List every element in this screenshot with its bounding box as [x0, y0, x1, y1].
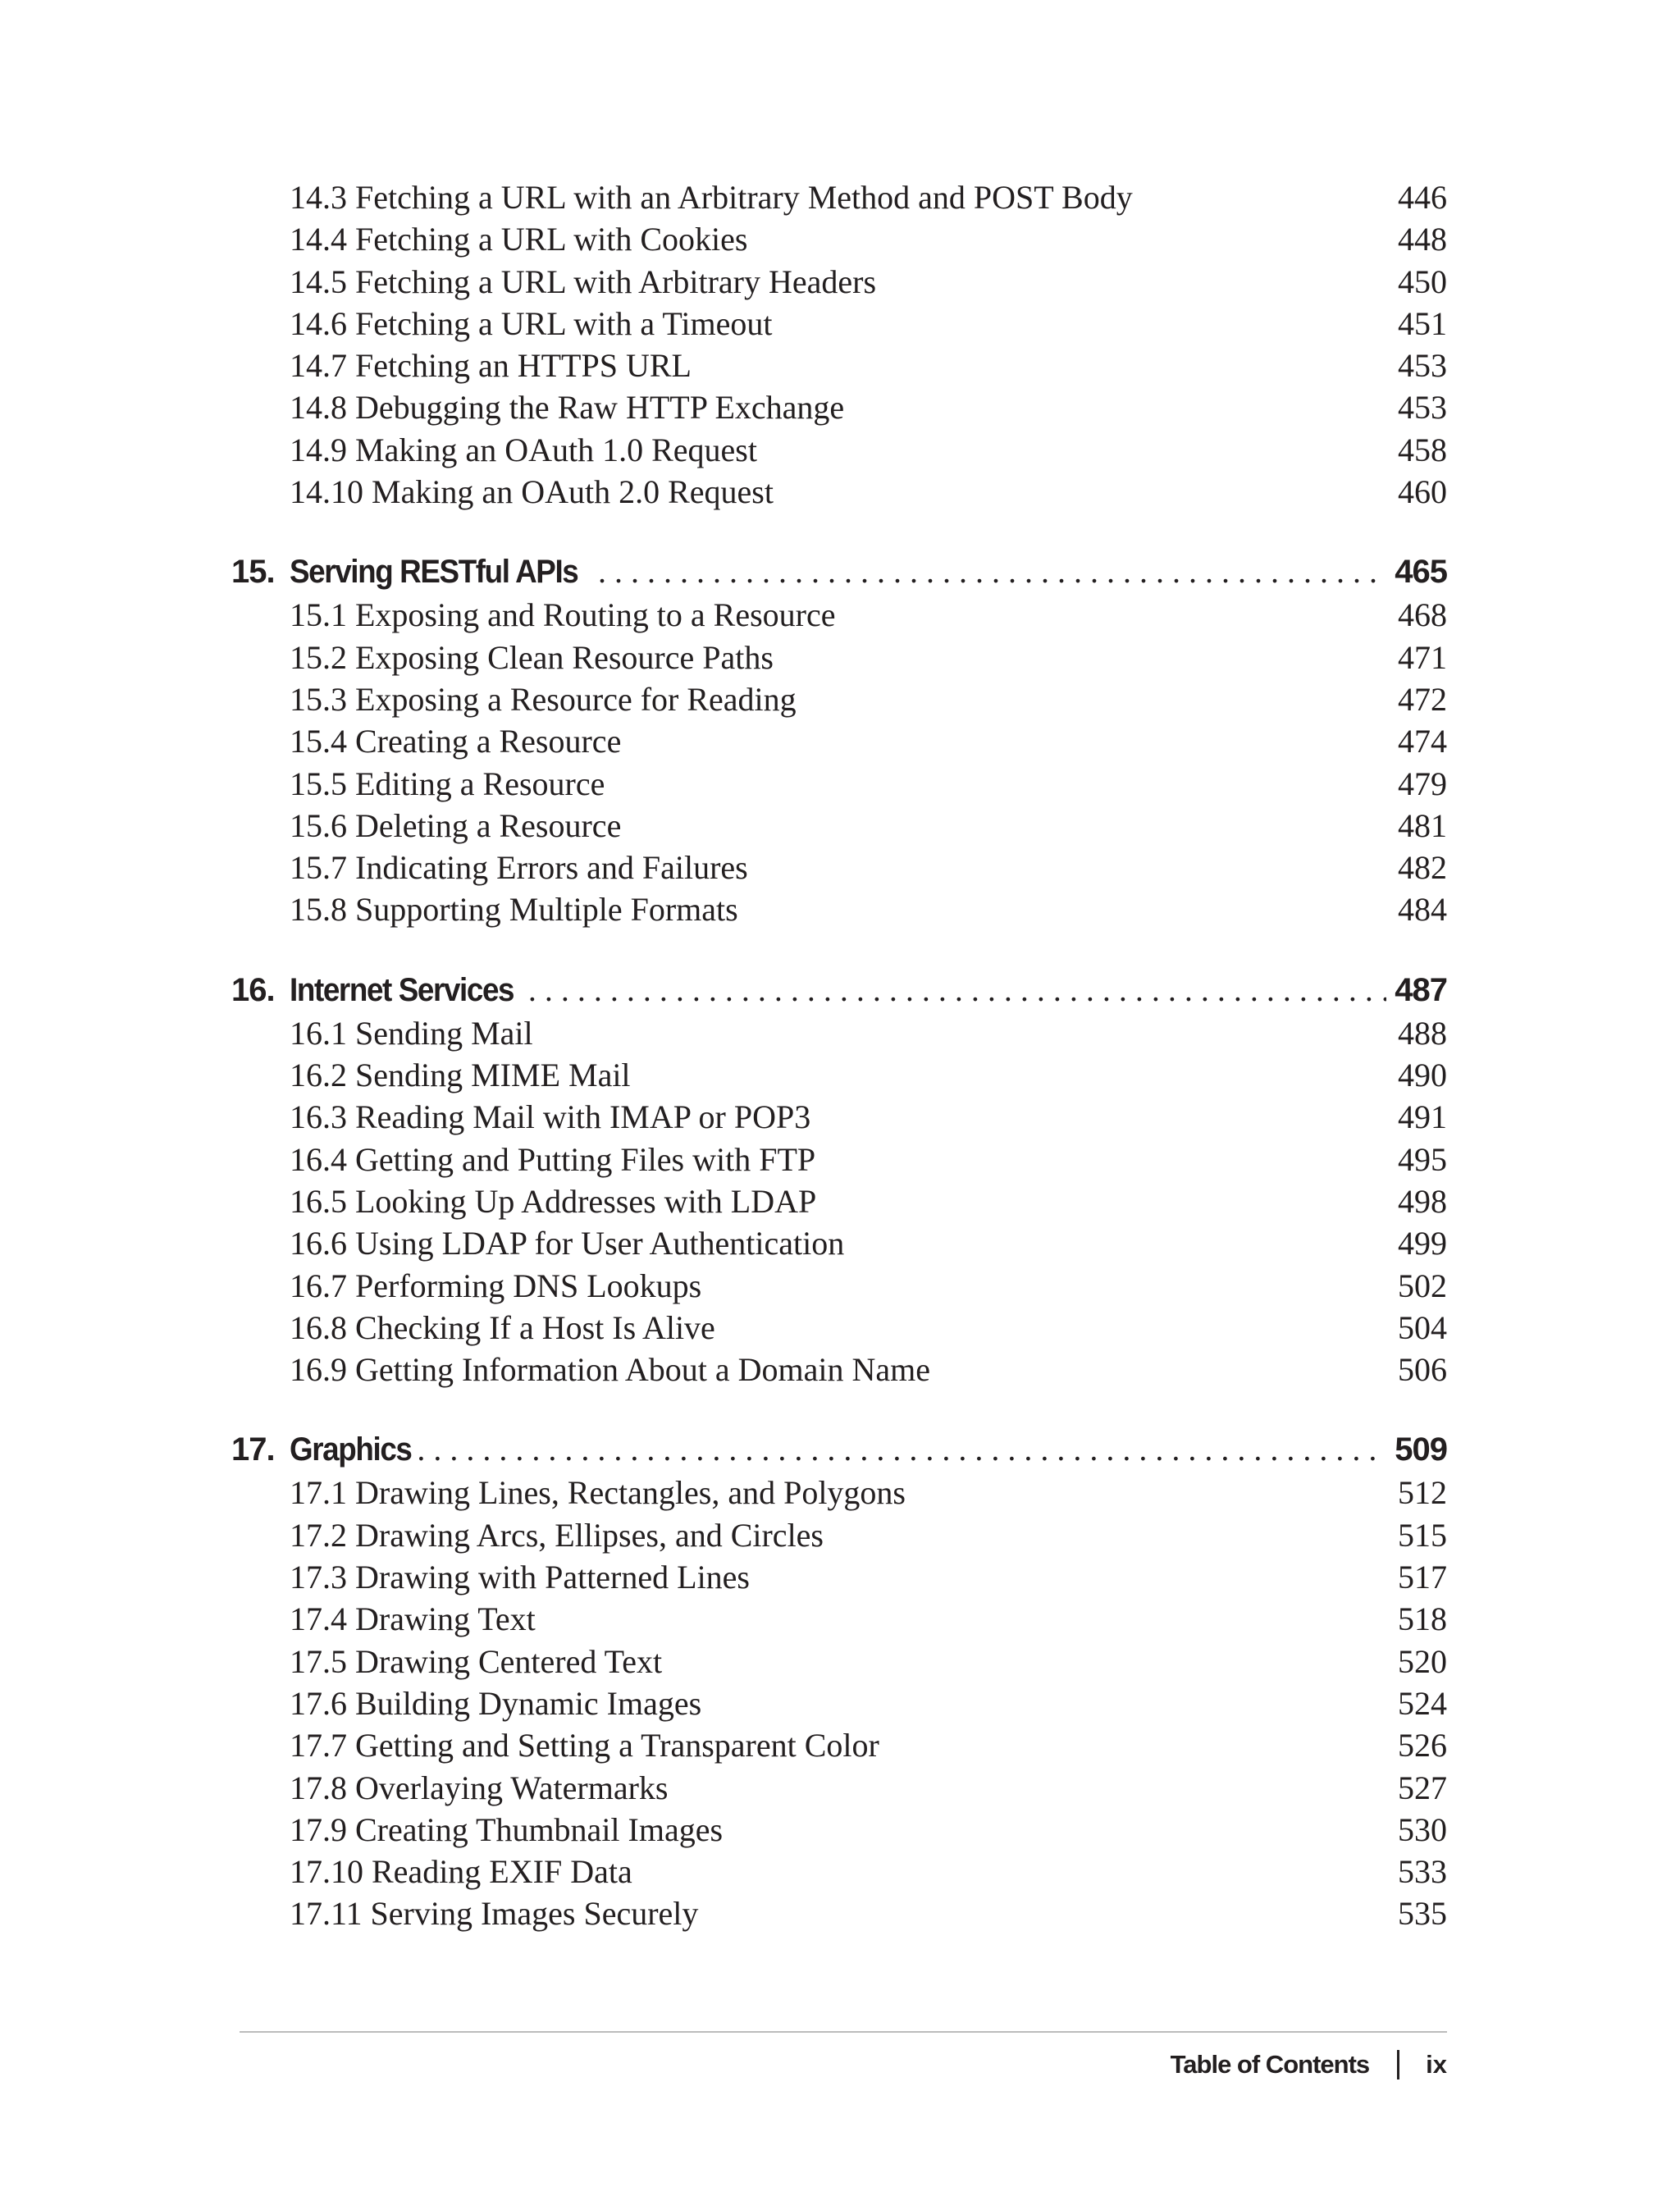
entry-title: 17.11 Serving Images Securely — [290, 1895, 699, 1933]
chapter-line — [290, 1427, 1447, 1472]
toc-entry[interactable] — [231, 1598, 1447, 1640]
toc-entry[interactable] — [231, 1472, 1447, 1513]
toc-entry[interactable] — [231, 176, 1447, 218]
chapter-heading[interactable] — [231, 1427, 1447, 1472]
entry-page-number: 484 — [1398, 891, 1447, 929]
toc-entry[interactable] — [231, 303, 1447, 345]
entry-title: 17.3 Drawing with Patterned Lines — [290, 1559, 750, 1596]
entry-page-number: 495 — [1398, 1140, 1447, 1178]
toc-entry[interactable] — [231, 1307, 1447, 1349]
entry-page-number: 535 — [1398, 1895, 1447, 1933]
entry-title: 16.6 Using LDAP for User Authentication — [290, 1225, 845, 1262]
toc-entry[interactable] — [231, 1892, 1447, 1934]
toc-entry[interactable] — [231, 1012, 1447, 1054]
entry-page-number: 491 — [1398, 1098, 1447, 1136]
chapter-number: 15. — [231, 554, 275, 591]
entry-page-number: 515 — [1398, 1516, 1447, 1554]
entry-page-number: 506 — [1398, 1351, 1447, 1389]
entry-page-number: 504 — [1398, 1308, 1447, 1346]
entry-page-number: 517 — [1398, 1559, 1447, 1596]
entry-page-number: 518 — [1398, 1600, 1447, 1638]
toc-entry[interactable] — [231, 678, 1447, 720]
toc-entry[interactable] — [231, 888, 1447, 930]
entry-title: 15.6 Deleting a Resource — [290, 806, 622, 844]
entry-title: 17.6 Building Dynamic Images — [290, 1684, 702, 1722]
toc-entry[interactable] — [231, 1222, 1447, 1264]
entry-page-number: 498 — [1398, 1182, 1447, 1220]
entry-page-number: 468 — [1398, 596, 1447, 634]
entry-title: 14.3 Fetching a URL with an Arbitrary Method and POST Body — [290, 179, 1133, 216]
entry-page-number: 474 — [1398, 723, 1447, 760]
entry-title: 17.1 Drawing Lines, Rectangles, and Polygons — [290, 1474, 906, 1512]
entry-title: 17.8 Overlaying Watermarks — [290, 1769, 669, 1806]
chapter-heading[interactable] — [231, 968, 1447, 1012]
entry-page-number: 527 — [1398, 1769, 1447, 1806]
entry-title: 14.10 Making an OAuth 2.0 Request — [290, 473, 774, 511]
toc-entry[interactable] — [231, 345, 1447, 386]
entry-page-number: 524 — [1398, 1684, 1447, 1722]
entry-title: 16.5 Looking Up Addresses with LDAP — [290, 1182, 817, 1220]
entry-title: 16.4 Getting and Putting Files with FTP — [290, 1140, 816, 1178]
entry-title: 14.9 Making an OAuth 1.0 Request — [290, 431, 757, 468]
toc-entry[interactable] — [231, 1180, 1447, 1222]
entry-page-number: 458 — [1398, 431, 1447, 468]
entry-page-number: 533 — [1398, 1853, 1447, 1891]
toc-entry[interactable] — [231, 261, 1447, 303]
entry-title: 16.8 Checking If a Host Is Alive — [290, 1308, 715, 1346]
toc-entry[interactable] — [231, 1724, 1447, 1766]
entry-title: 17.9 Creating Thumbnail Images — [290, 1810, 724, 1848]
entry-page-number: 481 — [1398, 806, 1447, 844]
entry-page-number: 530 — [1398, 1810, 1447, 1848]
dot-leader — [598, 550, 1386, 594]
entry-page-number: 453 — [1398, 347, 1447, 385]
entry-title: 15.4 Creating a Resource — [290, 723, 622, 760]
entry-page-number: 520 — [1398, 1642, 1447, 1680]
entry-page-number: 448 — [1398, 221, 1447, 258]
footer-label: Table of Contents — [1170, 2050, 1370, 2079]
chapter-page-number: 465 — [1395, 554, 1447, 591]
chapter-page-number: 487 — [1395, 971, 1447, 1008]
toc-entry[interactable] — [231, 1265, 1447, 1307]
chapter-title: Internet Services — [290, 971, 514, 1008]
entry-page-number: 488 — [1398, 1014, 1447, 1052]
entry-page-number: 450 — [1398, 262, 1447, 300]
chapter-number: 17. — [231, 1431, 275, 1468]
entry-page-number: 479 — [1398, 765, 1447, 802]
entry-title: 16.1 Sending Mail — [290, 1014, 533, 1052]
toc-entry[interactable] — [231, 1682, 1447, 1724]
entry-title: 17.7 Getting and Setting a Transparent Color — [290, 1727, 879, 1764]
entry-page-number: 451 — [1398, 304, 1447, 342]
entry-title: 14.4 Fetching a URL with Cookies — [290, 221, 748, 258]
toc-entry[interactable] — [231, 1641, 1447, 1682]
toc-entry[interactable] — [231, 1349, 1447, 1390]
toc-entry[interactable] — [231, 847, 1447, 888]
chapter-number: 16. — [231, 971, 275, 1008]
toc-entry[interactable] — [231, 1556, 1447, 1598]
entry-page-number: 502 — [1398, 1267, 1447, 1304]
entry-page-number: 446 — [1398, 179, 1447, 216]
entry-title: 16.7 Performing DNS Lookups — [290, 1267, 702, 1304]
chapter-line — [290, 968, 1447, 1012]
toc-entry[interactable] — [231, 471, 1447, 513]
toc-entry[interactable] — [231, 1054, 1447, 1096]
toc-entry[interactable] — [231, 1139, 1447, 1180]
entry-title: 15.8 Supporting Multiple Formats — [290, 891, 738, 929]
toc-entry[interactable] — [231, 1809, 1447, 1851]
footer-page-number: ix — [1426, 2050, 1447, 2079]
chapter-title: Graphics — [290, 1431, 412, 1468]
chapter-page-number: 509 — [1395, 1431, 1447, 1468]
table-of-contents — [231, 176, 1447, 1935]
entry-title: 14.8 Debugging the Raw HTTP Exchange — [290, 389, 845, 427]
dot-leader — [417, 1427, 1386, 1472]
entry-title: 17.4 Drawing Text — [290, 1600, 536, 1638]
footer-separator — [1397, 2050, 1399, 2079]
toc-entry[interactable] — [231, 594, 1447, 636]
toc-entry[interactable] — [231, 218, 1447, 260]
entry-title: 15.7 Indicating Errors and Failures — [290, 849, 748, 887]
toc-entry[interactable] — [231, 805, 1447, 847]
entry-page-number: 499 — [1398, 1225, 1447, 1262]
entry-title: 17.10 Reading EXIF Data — [290, 1853, 632, 1891]
toc-entry[interactable] — [231, 1096, 1447, 1138]
entry-page-number: 490 — [1398, 1057, 1447, 1094]
entry-title: 17.5 Drawing Centered Text — [290, 1642, 663, 1680]
entry-title: 14.7 Fetching an HTTPS URL — [290, 347, 692, 385]
entry-title: 14.5 Fetching a URL with Arbitrary Headers — [290, 262, 877, 300]
entry-title: 14.6 Fetching a URL with a Timeout — [290, 304, 773, 342]
entry-page-number: 526 — [1398, 1727, 1447, 1764]
entry-page-number: 471 — [1398, 638, 1447, 676]
chapter-line — [290, 550, 1447, 594]
entry-page-number: 482 — [1398, 849, 1447, 887]
toc-entry[interactable] — [231, 429, 1447, 471]
entry-page-number: 472 — [1398, 680, 1447, 718]
toc-entry[interactable] — [231, 637, 1447, 678]
toc-entry[interactable] — [231, 720, 1447, 762]
toc-entry[interactable] — [231, 386, 1447, 428]
page-footer — [1171, 2044, 1447, 2085]
toc-entry[interactable] — [231, 763, 1447, 805]
entry-title: 15.3 Exposing a Resource for Reading — [290, 680, 797, 718]
toc-entry[interactable] — [231, 1851, 1447, 1892]
entry-title: 15.2 Exposing Clean Resource Paths — [290, 638, 774, 676]
entry-title: 15.5 Editing a Resource — [290, 765, 605, 802]
chapter-heading[interactable] — [231, 550, 1447, 594]
chapter-title: Serving RESTful APIs — [290, 554, 578, 591]
toc-entry[interactable] — [231, 1514, 1447, 1556]
entry-title: 17.2 Drawing Arcs, Ellipses, and Circles — [290, 1516, 824, 1554]
entry-page-number: 460 — [1398, 473, 1447, 511]
entry-title: 16.9 Getting Information About a Domain Name — [290, 1351, 930, 1389]
entry-page-number: 512 — [1398, 1474, 1447, 1512]
dot-leader — [528, 968, 1386, 1012]
entry-title: 16.3 Reading Mail with IMAP or POP3 — [290, 1098, 811, 1136]
entry-title: 15.1 Exposing and Routing to a Resource — [290, 596, 836, 634]
entry-title: 16.2 Sending MIME Mail — [290, 1057, 631, 1094]
footer-rule — [240, 2031, 1447, 2033]
toc-entry[interactable] — [231, 1767, 1447, 1809]
entry-page-number: 453 — [1398, 389, 1447, 427]
